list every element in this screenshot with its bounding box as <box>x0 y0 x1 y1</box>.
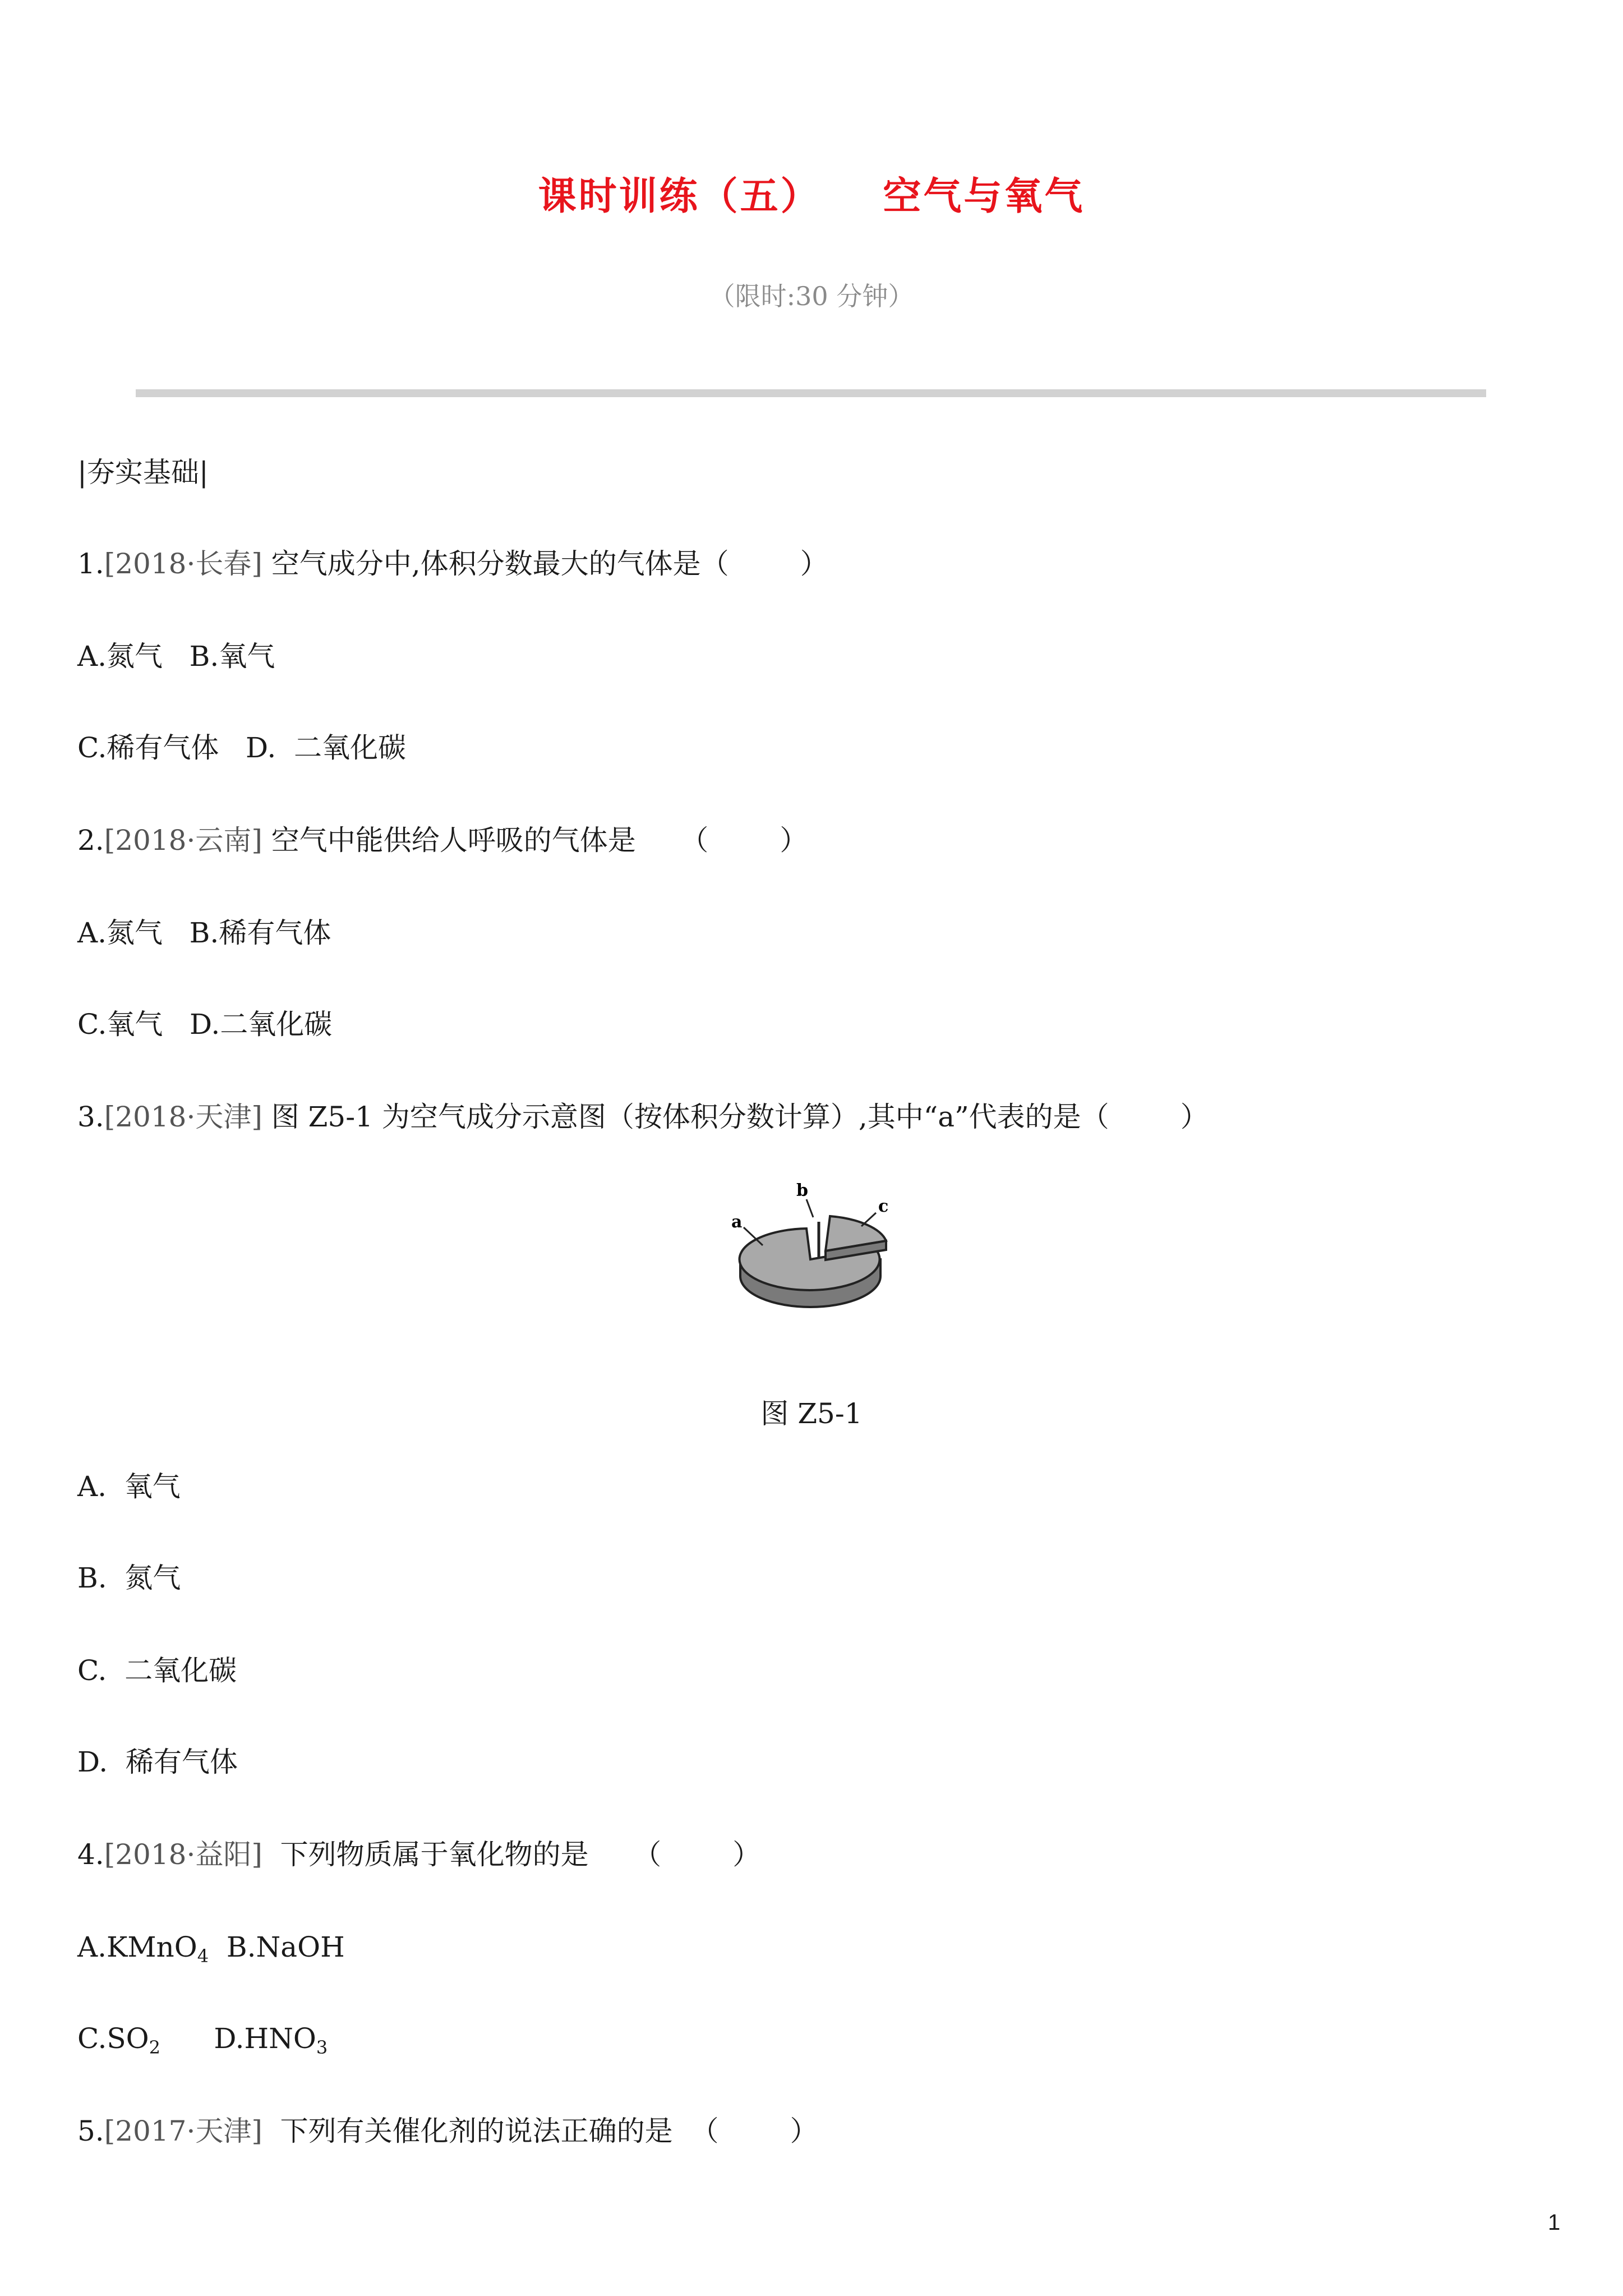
question-source: [2018·云南] <box>104 824 262 857</box>
label-b: b <box>796 1181 808 1200</box>
option-b: B.NaOH <box>209 1931 345 1963</box>
figure-caption: 图 Z5-1 <box>760 1397 863 1430</box>
question-number: 1. <box>77 547 104 580</box>
label-a: a <box>731 1212 743 1232</box>
question-1-options-cd: C.稀有气体 D. 二氧化碳 <box>77 731 407 764</box>
page-number: 1 <box>1548 2210 1561 2235</box>
option-a-subscript: 4 <box>197 1945 209 1967</box>
option-a: A.KMnO <box>77 1931 197 1963</box>
question-4 <box>77 1838 760 1871</box>
question-stem: 空气中能供给人呼吸的气体是 （ ） <box>262 824 808 857</box>
question-source: [2018·天津] <box>104 1101 262 1133</box>
question-5 <box>77 2114 818 2148</box>
question-2 <box>77 823 808 857</box>
question-3 <box>77 1100 1209 1134</box>
time-limit: （限时:30 分钟） <box>709 281 914 311</box>
question-number: 2. <box>77 824 104 857</box>
question-2-options-ab: A.氮气 B.稀有气体 <box>77 917 331 949</box>
divider <box>136 389 1486 397</box>
question-2-options-cd: C.氧气 D.二氧化碳 <box>77 1008 333 1041</box>
question-1-options-ab: A.氮气 B.氧气 <box>77 640 275 673</box>
question-source: [2017·天津] <box>104 2115 262 2147</box>
question-number: 3. <box>77 1101 104 1133</box>
label-c: c <box>878 1197 889 1216</box>
question-source: [2018·益阳] <box>104 1838 262 1871</box>
question-stem: 下列物质属于氧化物的是 （ ） <box>262 1838 761 1871</box>
question-1 <box>77 547 828 581</box>
question-number: 4. <box>77 1838 104 1871</box>
question-3-option-d: D. 稀有气体 <box>77 1746 238 1778</box>
section-heading: |夯实基础| <box>77 456 209 489</box>
option-d: D.HNO <box>160 2022 316 2055</box>
question-number: 5. <box>77 2115 104 2147</box>
option-d-subscript: 3 <box>316 2037 328 2058</box>
air-composition-pie-figure <box>723 1178 914 1335</box>
question-4-options-cd <box>77 2022 328 2064</box>
page-title: 课时训练（五） 空气与氧气 <box>538 174 1085 219</box>
question-3-option-b: B. 氮气 <box>77 1562 181 1594</box>
question-stem: 下列有关催化剂的说法正确的是 （ ） <box>262 2115 818 2147</box>
question-stem: 图 Z5-1 为空气成分示意图（按体积分数计算）,其中“a”代表的是（ ） <box>262 1101 1209 1133</box>
question-4-options-ab <box>77 1930 345 1973</box>
option-c-subscript: 2 <box>149 2037 160 2058</box>
question-stem: 空气成分中,体积分数最大的气体是（ ） <box>262 547 828 580</box>
question-3-option-a: A. 氧气 <box>77 1470 181 1503</box>
question-3-option-c: C. 二氧化碳 <box>77 1654 237 1687</box>
option-c: C.SO <box>77 2022 149 2055</box>
question-source: [2018·长春] <box>104 547 262 580</box>
